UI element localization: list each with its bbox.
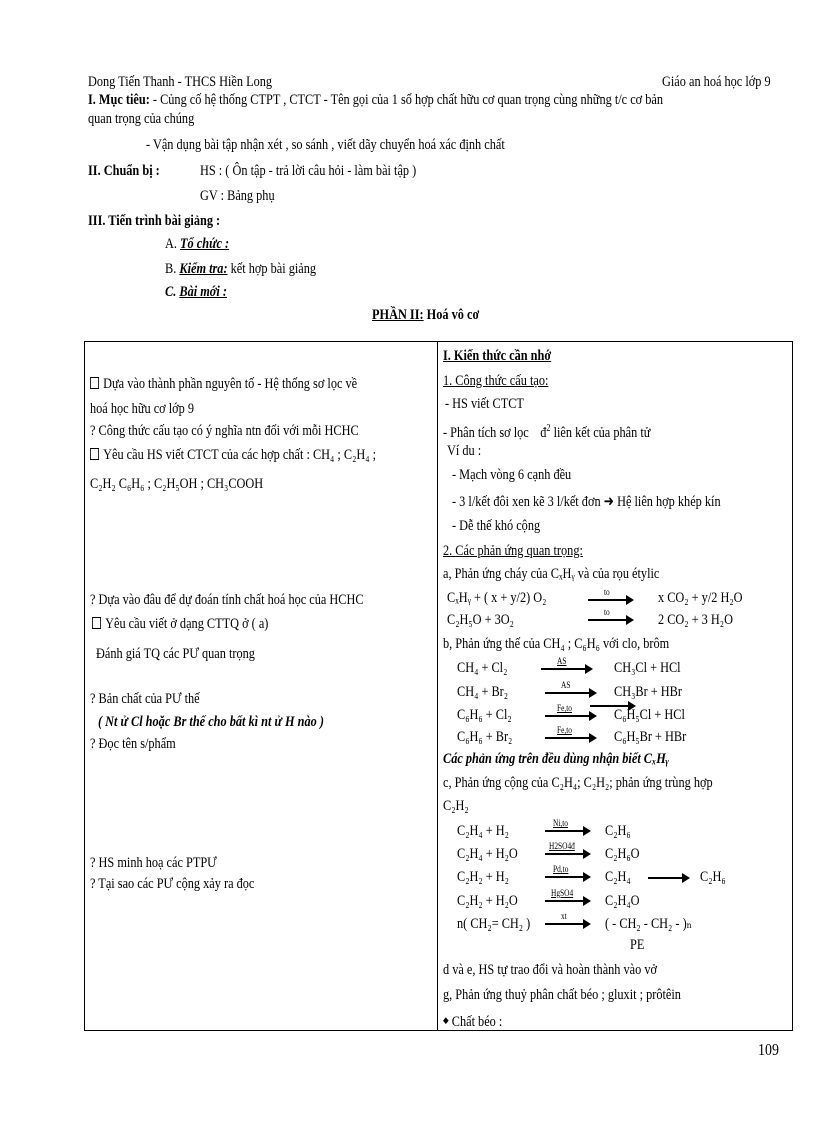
process-a-prefix: A. <box>165 236 181 252</box>
eq-c2-arrow <box>545 841 591 861</box>
eq-b1-left: CH₄ + Cl₂ <box>457 660 508 676</box>
eq-c4-left: C₂H₂ + H₂O <box>457 893 518 909</box>
eq-c3-right: C₂H₄ <box>605 869 631 885</box>
header-right: Giáo an hoá học lớp 9 <box>662 74 771 90</box>
right-vd2 <box>452 494 721 511</box>
preparation-heading: II. Chuẩn bị : <box>88 163 160 179</box>
objectives-line2: quan trọng của chúng <box>88 111 195 127</box>
objectives-line1 <box>88 92 663 109</box>
eq-c2-right: C₂H₆O <box>605 846 640 862</box>
eq-c3-arrow <box>545 864 591 884</box>
left-q8: ( Nt ử Cl hoặc Br thế cho bất kì nt ử H nào ) <box>98 714 324 730</box>
part-title-name: Hoá vô cơ <box>423 307 480 323</box>
cond-pdto: Pd,to <box>553 864 569 874</box>
eq-c2-left: C₂H₄ + H₂O <box>457 846 518 862</box>
process-b-label: Kiểm tra: <box>179 261 228 277</box>
right-s1-1b-d: đ <box>540 425 547 441</box>
cond-hgso4: HgSO4 <box>551 888 574 898</box>
right-s1-1: 1. Công thức cấu tạo: <box>443 373 549 389</box>
process-b-prefix: B. <box>165 261 180 277</box>
checkbox-icon <box>90 377 99 389</box>
header-left: Dong Tiến Thanh - THCS Hiền Long <box>88 74 273 90</box>
process-c-prefix: C. <box>165 284 180 300</box>
process-c-label: Bài mới : <box>179 284 227 300</box>
eq-b2-right: CH₃Br + HBr <box>614 684 682 700</box>
left-q3-text: Yêu cầu HS viết CTCT của các hợp chất : CH₄ ; C₂H₄ ; <box>103 447 377 463</box>
eq-c3-arrow2 <box>648 868 690 885</box>
diamond-bullet-icon: ◆ <box>443 1015 449 1025</box>
eq-c1-left: C₂H₄ + H₂ <box>457 823 509 839</box>
cond-xt: xt <box>561 911 567 921</box>
eq-c5-pe: PE <box>630 937 645 953</box>
cond-fe: Fe,to <box>557 725 572 735</box>
cond-as: AS <box>561 680 571 690</box>
cond-as: AS <box>557 656 567 666</box>
table-divider <box>437 341 438 1031</box>
eq-c3-left: C₂H₂ + H₂ <box>457 869 509 885</box>
right-s1-1a: - HS viết CTCT <box>445 396 524 412</box>
eq-a1-left: CₓHᵧ + ( x + y/2) O₂ <box>447 590 547 606</box>
left-q7: ? Bản chất của PƯ thế <box>90 691 200 707</box>
eq-a1-arrow <box>588 587 634 607</box>
checkbox-icon <box>92 617 101 629</box>
right-b-title: b, Phản ứng thế của CH₄ ; C₆H₆ với clo, brôm <box>443 636 670 652</box>
eq-c5-left: n( CH₂= CH₂ ) <box>457 916 531 932</box>
right-s1-1b <box>443 420 650 442</box>
cond-fe: Fe,to <box>557 703 572 713</box>
eq-b3-right: C₆H₅Cl + HCl <box>614 707 685 723</box>
eq-b4-left: C₆H₆ + Br₂ <box>457 729 513 745</box>
right-s1: I. Kiến thức cần nhớ <box>443 348 552 364</box>
arrow-right-icon: ➜ <box>603 494 615 510</box>
eq-b1-arrow <box>541 656 593 676</box>
right-a-title: a, Phản ứng cháy của CₓHᵧ và của rọu étylic <box>443 566 660 582</box>
eq-b2-left: CH₄ + Br₂ <box>457 684 509 700</box>
eq-c4-arrow <box>545 888 591 908</box>
eq-c5-arrow <box>545 911 591 931</box>
right-vd2-rest: Hệ liên hợp khép kín <box>614 494 721 510</box>
right-s2: 2. Các phản ứng quan trọng: <box>443 543 583 559</box>
checkbox-icon <box>90 448 99 460</box>
right-g1-text: Chất béo : <box>451 1014 503 1030</box>
eq-c1-right: C₂H₆ <box>605 823 631 839</box>
left-q5 <box>92 616 268 633</box>
left-q5-text: Yêu cầu viết ở dạng CTTQ ở ( a) <box>105 616 269 632</box>
right-g1 <box>443 1012 502 1031</box>
cond-to: to <box>604 607 610 617</box>
left-q6: Đánh giá TQ các PƯ quan trọng <box>96 646 255 662</box>
eq-a2-arrow <box>588 607 634 627</box>
left-q3 <box>90 447 376 464</box>
eq-a2-right: 2 CO₂ + 3 H₂O <box>658 612 733 628</box>
right-vd1: - Mạch vòng 6 cạnh đều <box>452 467 572 483</box>
process-a-label: Tổ chức : <box>180 236 230 252</box>
eq-b3-left: C₆H₆ + Cl₂ <box>457 707 512 723</box>
left-q1b: hoá học hữu cơ lớp 9 <box>90 401 195 417</box>
right-g-title: g, Phản ứng thuỷ phân chất béo ; gluxit ; prôtêin <box>443 987 681 1003</box>
left-q4: ? Dựa vào đâu để dự đoán tính chất hoá học của HCHC <box>90 592 364 608</box>
eq-c3-right2: C₂H₆ <box>700 869 726 885</box>
eq-c5-right: ( - CH₂ - CH₂ - )ₙ <box>605 916 693 932</box>
left-q11: ? Tại sao các PƯ cộng xảy ra đọc <box>90 876 255 892</box>
eq-b4-right: C₆H₅Br + HBr <box>614 729 687 745</box>
right-c-title: c, Phản ứng cộng của C₂H₄; C₂H₂; phản ứng trùng hợp <box>443 775 713 791</box>
left-q9: ? Đọc tên s/phẩm <box>90 736 176 752</box>
eq-b1-right: CH₃Cl + HCl <box>614 660 681 676</box>
right-b-note: Các phản ứng trên đều dùng nhận biết CₓHᵧ <box>443 751 669 767</box>
cond-h2so4: H2SO4đ <box>549 841 575 851</box>
objectives-heading: I. Mục tiêu: <box>88 92 150 108</box>
preparation-hs: HS : ( Ôn tập - trả lời câu hỏi - làm bài tập ) <box>200 163 417 179</box>
preparation-gv: GV : Bảng phụ <box>200 188 275 204</box>
right-vd: Ví du : <box>447 443 482 459</box>
page-number: 109 <box>758 1040 779 1059</box>
right-s1-1b-text: - Phân tích sơ lọc <box>443 425 529 441</box>
eq-b3-arrow <box>545 703 597 723</box>
process-b-rest: kết hợp bài giảng <box>227 261 317 277</box>
right-vd3: - Dễ thế khó cộng <box>452 518 541 534</box>
eq-a2-left: C₂H₅O + 3O₂ <box>447 612 514 628</box>
process-c <box>165 284 227 301</box>
left-q1a <box>90 376 357 393</box>
eq-a1-right: x CO₂ + y/2 H₂O <box>658 590 743 606</box>
part-title-part: PHẦN II: <box>372 307 424 323</box>
left-q10: ? HS minh hoạ các PTPƯ <box>90 855 217 871</box>
left-q2: ? Công thức cấu tạo có ý nghĩa ntn đối với mỗi HCHC <box>90 423 359 439</box>
part-title <box>372 307 479 324</box>
right-s1-1b-sup: 2 <box>546 423 551 434</box>
left-q3b: C₂H₂ C₆H₆ ; C₂H₅OH ; CH₃COOH <box>90 476 264 492</box>
eq-c4-right: C₂H₄O <box>605 893 640 909</box>
right-vd2-text: - 3 l/kết đôi xen kẽ 3 l/kết đơn <box>452 494 601 510</box>
objectives-line3: - Vận dụng bài tập nhận xét , so sánh , viết dãy chuyển hoá xác định chất <box>146 137 505 153</box>
eq-c1-arrow <box>545 818 591 838</box>
cond-nito: Ni,to <box>553 818 568 828</box>
process-a <box>165 236 229 253</box>
cond-to: to <box>604 587 610 597</box>
eq-b4-arrow <box>545 725 597 745</box>
right-s1-1b-rest: liên kết của phân tử <box>550 425 651 441</box>
process-b <box>165 261 316 278</box>
process-heading: III. Tiến trình bài giảng : <box>88 213 221 229</box>
right-de: d và e, HS tự trao đổi và hoàn thành vào vở <box>443 962 658 978</box>
right-c-title2: C₂H₂ <box>443 798 469 814</box>
left-q1a-text: Dựa vào thành phần nguyên tố - Hệ thống sơ lọc về <box>103 376 358 392</box>
objectives-text: - Củng cố hệ thống CTPT , CTCT - Tên gọi của 1 số hợp chất hữu cơ quan trọng cùng những t/c cơ bản <box>149 92 663 108</box>
